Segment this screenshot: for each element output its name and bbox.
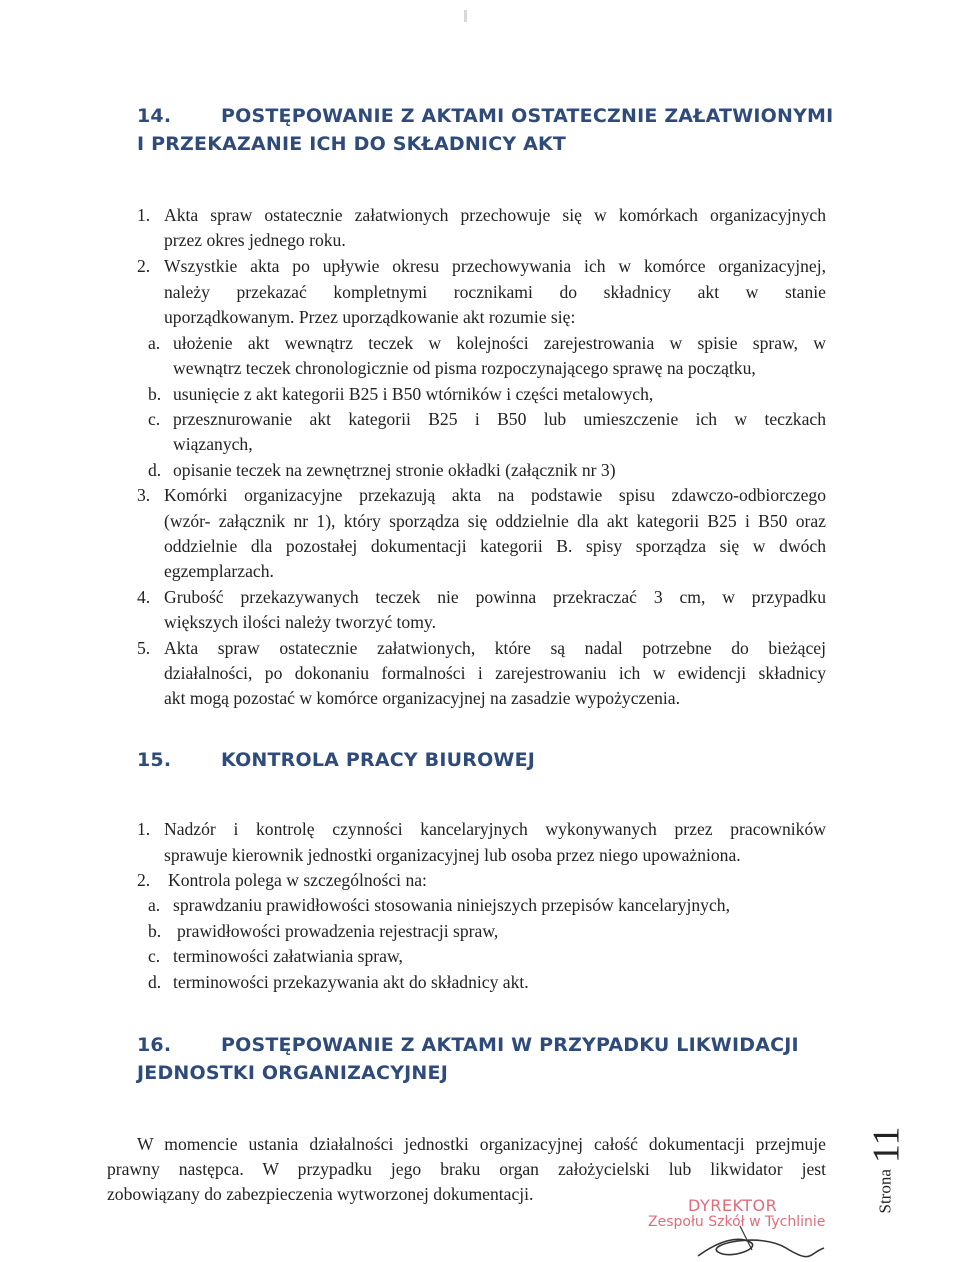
list-label: 5. bbox=[137, 638, 151, 658]
section-number: 15. bbox=[137, 749, 172, 771]
section-number: 14. bbox=[137, 105, 172, 127]
section-number: 16. bbox=[137, 1034, 172, 1056]
paragraph-line: uporządkowanym. Przez uporządkowanie akt rozumie się: bbox=[164, 307, 576, 327]
paragraph-line: ułożenie akt wewnątrz teczek w kolejności zarejestrowania w spisie spraw, w bbox=[173, 333, 826, 353]
paragraph-line: egzemplarzach. bbox=[164, 561, 274, 581]
stamp-institution: Zespołu Szkół w Tychlinie bbox=[648, 1214, 826, 1230]
paragraph-line: Nadzór i kontrolę czynności kancelaryjnych wykonywanych przez pracowników bbox=[164, 819, 826, 839]
list-label: 2. bbox=[137, 870, 151, 890]
paragraph-line: działalności, po dokonaniu formalności i zarejestrowaniu ich w ewidencji składnicy bbox=[164, 663, 826, 683]
paragraph-line: należy przekazać kompletnymi rocznikami do składnicy akt w stanie bbox=[164, 282, 826, 302]
heading-line-2: I PRZEKAZANIE ICH DO SKŁADNICY AKT bbox=[137, 133, 567, 155]
paragraph-line: Kontrola polega w szczególności na: bbox=[168, 870, 427, 890]
list-label: b. bbox=[148, 921, 162, 941]
paragraph-line: usunięcie z akt kategorii B25 i B50 wtórników i części metalowych, bbox=[173, 384, 654, 404]
list-label: 2. bbox=[137, 256, 151, 276]
section-16-heading bbox=[137, 1031, 799, 1087]
paragraph-line: zobowiązany do zabezpieczenia wytworzonej dokumentacji. bbox=[107, 1184, 534, 1204]
scan-mark bbox=[464, 10, 467, 22]
page-number-block bbox=[846, 1120, 926, 1220]
list-label: a. bbox=[148, 333, 161, 353]
paragraph-line: przez okres jednego roku. bbox=[164, 230, 346, 250]
paragraph-line: oddzielnie dla pozostałej dokumentacji kategorii B. spisy sporządza się w dwóch bbox=[164, 536, 826, 556]
list-label: 1. bbox=[137, 205, 151, 225]
page-number: 11 bbox=[865, 1126, 908, 1164]
paragraph-line: wewnątrz teczek chronologicznie od pisma rozpoczynającego sprawę na początku, bbox=[173, 358, 756, 378]
heading-line-2: JEDNOSTKI ORGANIZACYJNEJ bbox=[137, 1062, 448, 1084]
paragraph-line: prawidłowości prowadzenia rejestracji spraw, bbox=[177, 921, 499, 941]
paragraph-line: W momencie ustania działalności jednostki organizacyjnej całość dokumentacji przejmuje bbox=[137, 1134, 826, 1154]
paragraph-line: terminowości przekazywania akt do składnicy akt. bbox=[173, 972, 529, 992]
paragraph-line: Grubość przekazywanych teczek nie powinna przekraczać 3 cm, w przypadku bbox=[164, 587, 826, 607]
paragraph-line: Wszystkie akta po upływie okresu przechowywania ich w komórce organizacyjnej, bbox=[164, 256, 826, 276]
paragraph-line: Komórki organizacyjne przekazują akta na podstawie spisu zdawczo-odbiorczego bbox=[164, 485, 826, 505]
section-14-heading bbox=[137, 102, 833, 158]
list-label: 1. bbox=[137, 819, 151, 839]
paragraph-line: opisanie teczek na zewnętrznej stronie okładki (załącznik nr 3) bbox=[173, 460, 616, 480]
paragraph-line: wiązanych, bbox=[173, 434, 253, 454]
page-label: Strona bbox=[874, 1169, 894, 1214]
stamp-title: DYREKTOR bbox=[688, 1196, 778, 1215]
paragraph-line: Akta spraw ostatecznie załatwionych, które są nadal potrzebne do bieżącej bbox=[164, 638, 826, 658]
list-label: 4. bbox=[137, 587, 151, 607]
paragraph-line: Akta spraw ostatecznie załatwionych przechowuje się w komórkach organizacyjnych bbox=[164, 205, 826, 225]
heading-title: KONTROLA PRACY BIUROWEJ bbox=[221, 749, 536, 771]
section-15-heading bbox=[137, 746, 535, 774]
paragraph-line: większych ilości należy tworzyć tomy. bbox=[164, 612, 436, 632]
signature bbox=[690, 1218, 830, 1262]
paragraph-line: (wzór- załącznik nr 1), który sporządza się oddzielnie dla akt kategorii B25 i B50 oraz bbox=[164, 511, 826, 531]
list-label: c. bbox=[148, 409, 161, 429]
paragraph-line: sprawuje kierownik jednostki organizacyjnej lub osoba przez niego upoważniona. bbox=[164, 845, 741, 865]
list-label: 3. bbox=[137, 485, 151, 505]
paragraph-line: sprawdzaniu prawidłowości stosowania niniejszych przepisów kancelaryjnych, bbox=[173, 895, 730, 915]
list-label: d. bbox=[148, 972, 162, 992]
list-label: d. bbox=[148, 460, 162, 480]
paragraph-line: terminowości załatwiania spraw, bbox=[173, 946, 403, 966]
paragraph-line: akt mogą pozostać w komórce organizacyjnej na zasadzie wypożyczenia. bbox=[164, 688, 681, 708]
list-label: c. bbox=[148, 946, 161, 966]
heading-line-1: POSTĘPOWANIE Z AKTAMI OSTATECZNIE ZAŁATWIONYMI bbox=[221, 105, 834, 127]
list-label: a. bbox=[148, 895, 161, 915]
heading-line-1: POSTĘPOWANIE Z AKTAMI W PRZYPADKU LIKWIDACJI bbox=[221, 1034, 799, 1056]
list-label: b. bbox=[148, 384, 162, 404]
paragraph-line: prawny następca. W przypadku jego braku organ założycielski lub likwidator jest bbox=[107, 1159, 826, 1179]
paragraph-line: przesznurowanie akt kategorii B25 i B50 lub umieszczenie ich w teczkach bbox=[173, 409, 826, 429]
